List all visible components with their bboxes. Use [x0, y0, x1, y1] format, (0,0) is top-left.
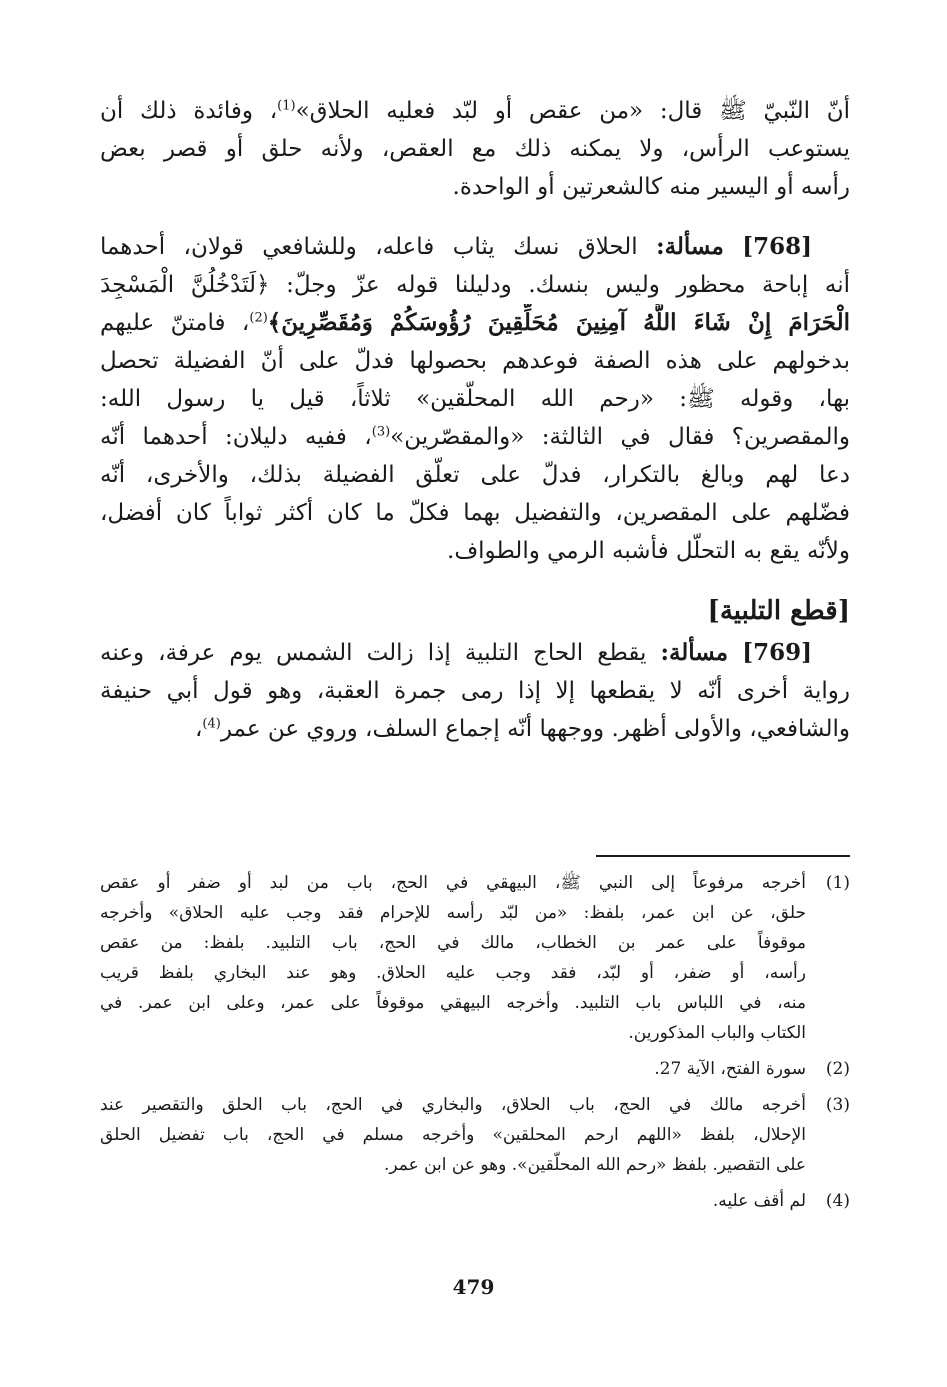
- footnote-ref[interactable]: (1): [277, 98, 296, 114]
- question-label: مسألة:: [656, 233, 724, 260]
- footnote-separator: [596, 855, 850, 857]
- text-span: أنه إباحة محظور وليس بنسك. ودليلنا قوله عزّ وجلّ: ﴿لَتَدْخُلُنَّ الْمَسْجِدَ: [100, 272, 850, 298]
- footnote-line: منه، في اللباس باب التلبيد. وأخرجه البيهقي موقوفاً على عمر، وعلى ابن عمر. في: [100, 993, 806, 1013]
- footnote-2: [100, 1054, 850, 1084]
- question-768-line: [100, 228, 850, 266]
- footnote-line: رأسه، أو ضفر، أو لبّد، فقد وجب عليه الحلاق. وهو عند البخاري بلفظ قريب: [100, 963, 806, 983]
- footnote-1: [100, 868, 850, 1048]
- page-number: 479: [452, 1275, 495, 1299]
- footnote-line: لم أقف عليه.: [712, 1191, 806, 1211]
- footnote-line: موقوفاً على عمر بن الخطاب، مالك في الحج، باب التلبيد. بلفظ: من عقص: [100, 933, 806, 953]
- text-line: [100, 266, 850, 304]
- text-line: ولأنّه يقع به التحلّل فأشبه الرمي والطواف.: [447, 538, 850, 564]
- footnote-line: على التقصير. بلفظ «رحم الله المحلّقين». وهو عن ابن عمر.: [383, 1155, 806, 1175]
- text-span: والشافعي، والأولى أظهر. ووجهها أنّه إجماع السلف، وروي عن عمر: [220, 716, 850, 742]
- text-line: فضّلهم على المقصرين، والتفضيل بهما فكلّ ما كان أكثر ثواباً كان أفضل،: [100, 500, 850, 526]
- text-span: والمقصرين؟ فقال في الثالثة: «والمقصّرين»: [390, 424, 850, 450]
- text-span: ، ففيه دليلان: أحدهما أنّه: [100, 424, 372, 450]
- text-span: ، فامتنّ عليهم: [100, 310, 250, 336]
- text-line: [100, 418, 850, 456]
- question-label: مسألة:: [660, 639, 729, 666]
- footnote-ref[interactable]: (4): [202, 716, 221, 732]
- section-heading: [قطع التلبية]: [707, 596, 850, 626]
- footnote-4: [100, 1186, 850, 1216]
- footnote-line: حلق، عن ابن عمر، بلفظ: «من لبّد رأسه للإحرام فقد وجب عليه الحلاق» وأخرجه: [100, 903, 806, 923]
- footnote-ref[interactable]: (3): [371, 424, 391, 440]
- main-text: [100, 92, 850, 748]
- footnote-number: (3): [825, 1095, 850, 1115]
- question-number: [768]: [742, 233, 812, 260]
- footnote-line: سورة الفتح، الآية 27.: [654, 1059, 806, 1079]
- text-span: ، وفائدة ذلك أن: [100, 98, 278, 124]
- text-line: بدخولهم على هذه الصفة فوعدهم بحصولها فدلّ على أنّ الفضيلة تحصل: [100, 348, 850, 374]
- question-number: [769]: [742, 639, 813, 666]
- footnote-line: أخرجه مالك في الحج، باب الحلاق، والبخاري في الحج، باب الحلق والتقصير عند: [100, 1095, 806, 1115]
- text-span: الحلاق نسك يثاب فاعله، وللشافعي قولان، أحدهما: [100, 234, 638, 260]
- verse-line: [100, 304, 850, 342]
- text-line: [100, 710, 850, 748]
- footnotes: [100, 868, 850, 1222]
- quran-verse: الْحَرَامَ إِنْ شَاءَ اللَّهُ آمِنِينَ مُحَلِّقِينَ رُؤُوسَكُمْ وَمُقَصِّرِينَ﴾: [267, 309, 850, 336]
- footnote-3: [100, 1090, 850, 1180]
- text-span: يقطع الحاج التلبية إذا زالت الشمس يوم عرفة، وعنه: [100, 640, 647, 666]
- question-769-line: [100, 634, 850, 672]
- text-line: دعا لهم وبالغ بالتكرار، فدلّ على تعلّق الفضيلة بذلك، والأخرى، أنّه: [100, 462, 850, 488]
- footnote-line: الإحلال، بلفظ «اللهم ارحم المحلقين» وأخرجه مسلم في الحج، باب تفضيل الحلق: [100, 1125, 806, 1145]
- footnote-line: أخرجه مرفوعاً إلى النبي ﷺ، البيهقي في الحج، باب من لبد أو ضفر أو عقص: [100, 873, 806, 893]
- footnote-number: (2): [825, 1059, 850, 1079]
- footnote-ref[interactable]: (2): [249, 310, 268, 326]
- text-line: رأسه أو اليسير منه كالشعرتين أو الواحدة.: [452, 174, 850, 200]
- text-line: بها، وقوله ﷺ: «رحم الله المحلّقين» ثلاثاً، قيل يا رسول الله:: [100, 386, 850, 412]
- footnote-number: (4): [825, 1191, 850, 1211]
- text-line: يستوعب الرأس، ولا يمكنه ذلك مع العقص، ولأنه حلق أو قصر بعض: [100, 136, 850, 162]
- text-line: رواية أخرى أنّه لا يقطعها إلا إذا رمى جمرة العقبة، وهو قول أبي حنيفة: [100, 678, 850, 704]
- text-span: أنّ النّبيّ ﷺ قال: «من عقص أو لبّد فعليه الحلاق»: [295, 98, 850, 124]
- text-span: ،: [194, 716, 203, 742]
- footnote-line: الكتاب والباب المذكورين.: [628, 1023, 806, 1043]
- text-line: [100, 92, 850, 130]
- footnote-number: (1): [825, 873, 850, 893]
